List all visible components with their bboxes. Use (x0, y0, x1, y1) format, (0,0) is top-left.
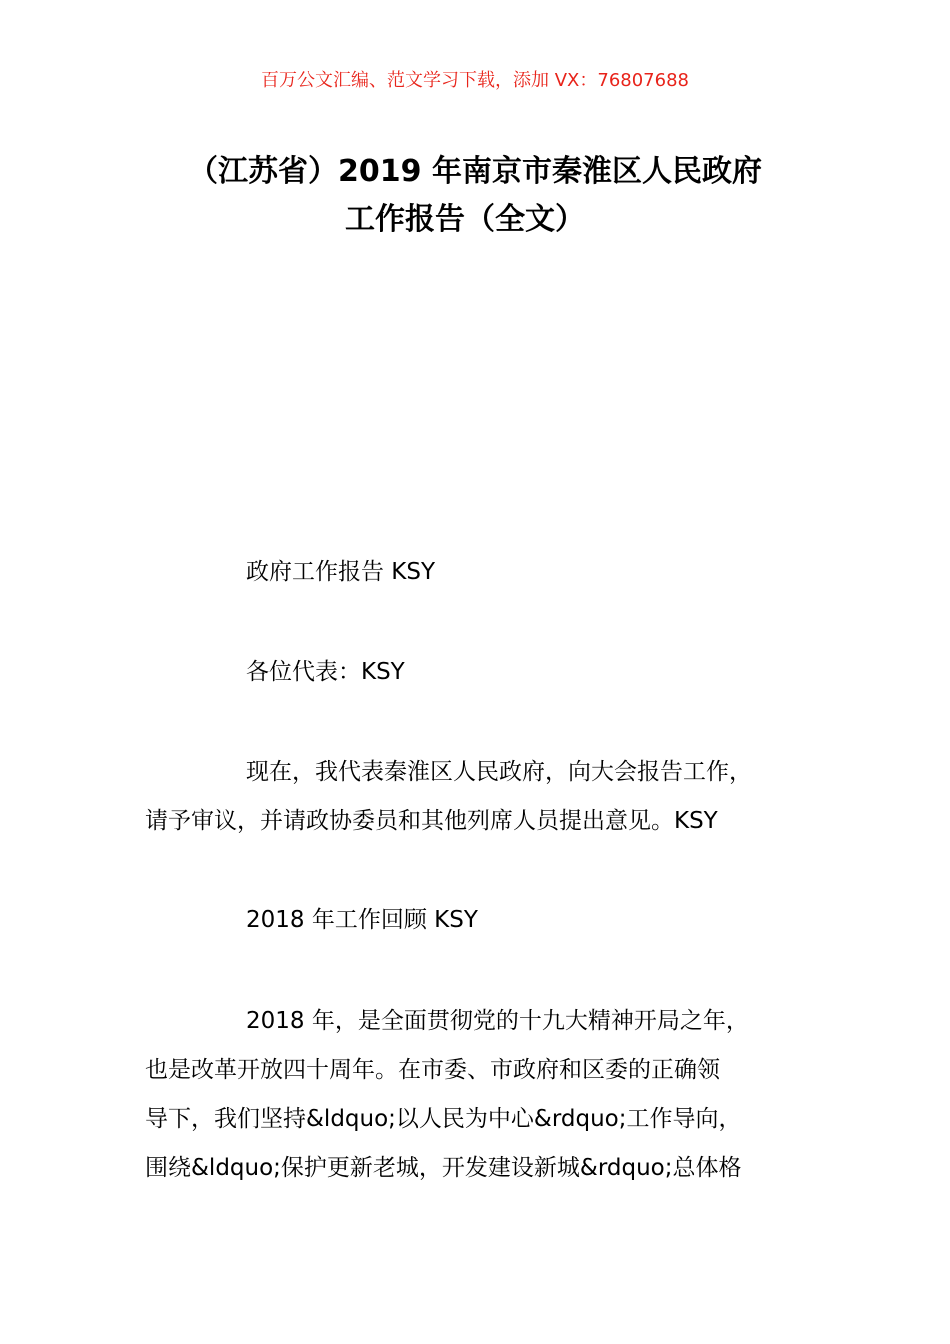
title-line-1: （江苏省）2019 年南京市秦淮区人民政府 (188, 154, 762, 189)
document-title (0, 148, 950, 244)
paragraph-line: 导下，我们坚持&ldquo;以人民为中心&rdquo;工作导向， (145, 1106, 742, 1132)
paragraph-line: 各位代表：KSY (246, 659, 405, 685)
paragraph-line: 也是改革开放四十周年。在市委、市政府和区委的正确领 (145, 1057, 720, 1083)
title-line-2: 工作报告（全文） (345, 202, 585, 237)
paragraph-salutation (145, 648, 845, 697)
paragraph-line: 请予审议，并请政协委员和其他列席人员提出意见。KSY (145, 808, 718, 834)
paragraph-line: 2018 年工作回顾 KSY (246, 907, 478, 933)
paragraph-line: 2018 年，是全面贯彻党的十九大精神开局之年， (246, 1008, 749, 1034)
paragraph-line: 政府工作报告 KSY (246, 559, 436, 585)
paragraph-review-body (145, 997, 845, 1193)
paragraph-line: 围绕&ldquo;保护更新老城，开发建设新城&rdquo;总体格 (145, 1155, 742, 1181)
paragraph-line: 现在，我代表秦淮区人民政府，向大会报告工作， (246, 759, 752, 785)
section-heading-review (145, 896, 845, 945)
paragraph-report-label (145, 548, 845, 597)
header-note: 百万公文汇编、范文学习下载，添加 VX：76807688 (261, 70, 689, 91)
paragraph-intro (145, 748, 845, 846)
